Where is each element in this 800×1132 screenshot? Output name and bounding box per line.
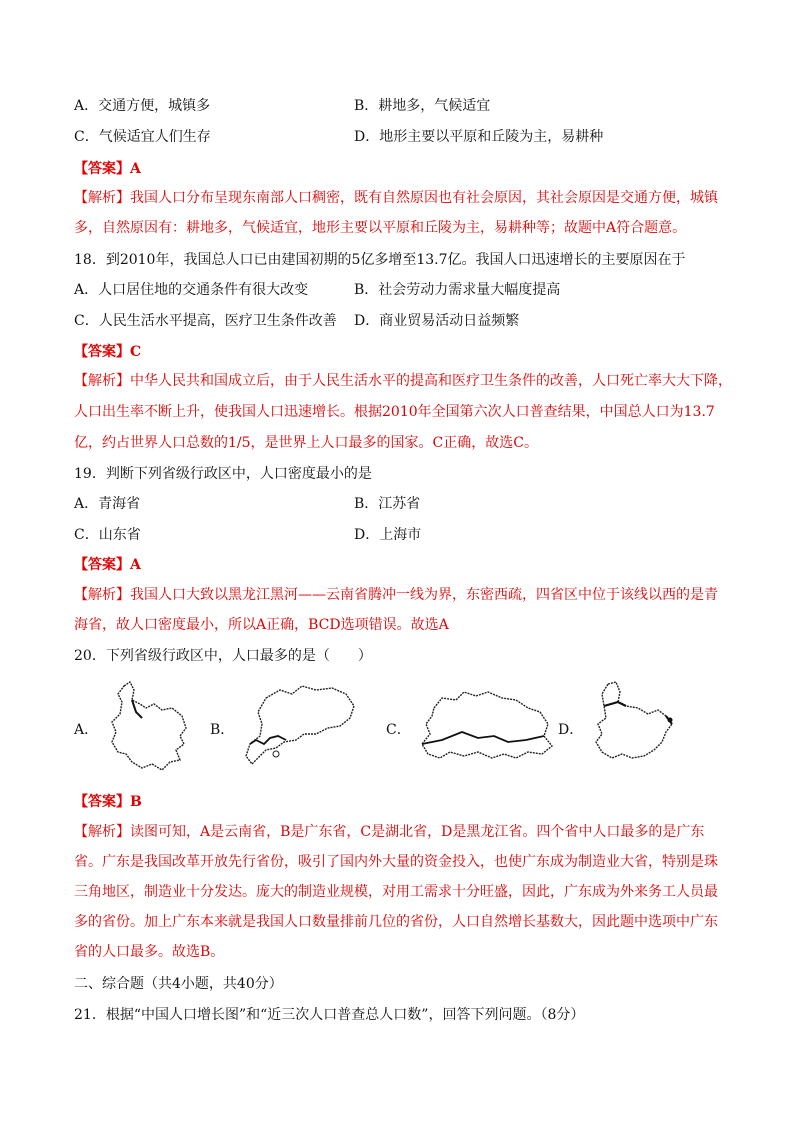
q19-answer: 【答案】A xyxy=(74,557,141,573)
q20-stem: 20．下列省级行政区中，人口最多的是（ ） xyxy=(74,648,372,664)
q20-analysis-line-5: 省的人口最多。故选B。 xyxy=(74,944,225,960)
q20-map-label-b: B． xyxy=(210,722,235,738)
q21-stem: 21．根据“中国人口增长图”和“近三次人口普查总人口数”，回答下列问题。（8分） xyxy=(74,1007,585,1023)
q17-option-c: C．气候适宜人们生存 xyxy=(74,129,211,145)
yunnan-outline-icon xyxy=(102,678,192,778)
q18-analysis-line-3: 亿，约占世界人口总数的1/5，是世界上人口最多的国家。C正确，故选C。 xyxy=(74,435,538,451)
q20-map-label-a: A． xyxy=(74,722,99,738)
q20-analysis-line-4: 多的省份。加上广东本来就是我国人口数量排前几位的省份，人口自然增长基数大，因此题中选项中广东 xyxy=(74,914,718,930)
hubei-outline-icon xyxy=(412,678,562,778)
q18-analysis-line-1: 【解析】中华人民共和国成立后，由于人民生活水平的提高和医疗卫生条件的改善，人口死亡率大大下降， xyxy=(74,373,732,389)
q19-analysis-line-1: 【解析】我国人口大致以黑龙江黑河——云南省腾冲一线为界，东密西疏，四省区中位于该线以西的是青 xyxy=(74,587,718,603)
heilongjiang-outline-icon xyxy=(582,678,692,778)
q20-analysis-line-1: 【解析】读图可知，A是云南省，B是广东省，C是湖北省，D是黑龙江省。四个省中人口最多的是广东 xyxy=(74,824,705,840)
q19-stem: 19．判断下列省级行政区中，人口密度最小的是 xyxy=(74,466,372,482)
q18-option-d: D．商业贸易活动日益频繁 xyxy=(354,313,520,329)
q20-analysis-line-3: 三角地区，制造业十分发达。庞大的制造业规模，对用工需求十分旺盛，因此，广东成为外来务工人员最 xyxy=(74,884,718,900)
q18-stem: 18．到2010年，我国总人口已由建国初期的5亿多增至13.7亿。我国人口迅速增长的主要原因在于 xyxy=(74,252,686,268)
q19-analysis-line-2: 海省，故人口密度最小，所以A正确，BCD选项错误。故选A xyxy=(74,617,449,633)
q20-map-label-c: C． xyxy=(386,722,411,738)
q17-analysis-line-1: 【解析】我国人口分布呈现东南部人口稠密，既有自然原因也有社会原因，其社会原因是交通方便，城镇 xyxy=(74,190,718,206)
q18-analysis-line-2: 人口出生率不断上升，使我国人口迅速增长。根据2010年全国第六次人口普查结果，中国总人口为13.7 xyxy=(74,404,715,420)
q19-option-b: B．江苏省 xyxy=(354,496,421,512)
q19-option-c: C．山东省 xyxy=(74,527,141,543)
section2-heading: 二、综合题（共4小题，共40分） xyxy=(74,976,283,992)
q18-option-c: C．人民生活水平提高，医疗卫生条件改善 xyxy=(74,313,337,329)
q20-analysis-line-2: 省。广东是我国改革开放先行省份，吸引了国内外大量的资金投入，也使广东成为制造业大省，特别是珠 xyxy=(74,854,718,870)
q19-option-d: D．上海市 xyxy=(354,527,422,543)
q18-option-b: B．社会劳动力需求量大幅度提高 xyxy=(354,282,561,298)
q18-option-a: A．人口居住地的交通条件有很大改变 xyxy=(74,282,309,298)
q18-answer: 【答案】C xyxy=(74,344,142,360)
q20-province-maps xyxy=(74,678,734,778)
q17-analysis-line-2: 多，自然原因有：耕地多，气候适宜，地形主要以平原和丘陵为主，易耕种等；故题中A符合题意。 xyxy=(74,220,687,236)
guangdong-outline-icon xyxy=(236,678,366,778)
q17-option-d: D．地形主要以平原和丘陵为主，易耕种 xyxy=(354,129,604,145)
q19-option-a: A．青海省 xyxy=(74,496,141,512)
q17-answer: 【答案】A xyxy=(74,161,141,177)
q17-option-a: A．交通方便，城镇多 xyxy=(74,98,211,114)
q20-answer: 【答案】B xyxy=(74,794,142,810)
q17-option-b: B．耕地多，气候适宜 xyxy=(354,98,491,114)
q20-map-label-d: D． xyxy=(558,722,584,738)
